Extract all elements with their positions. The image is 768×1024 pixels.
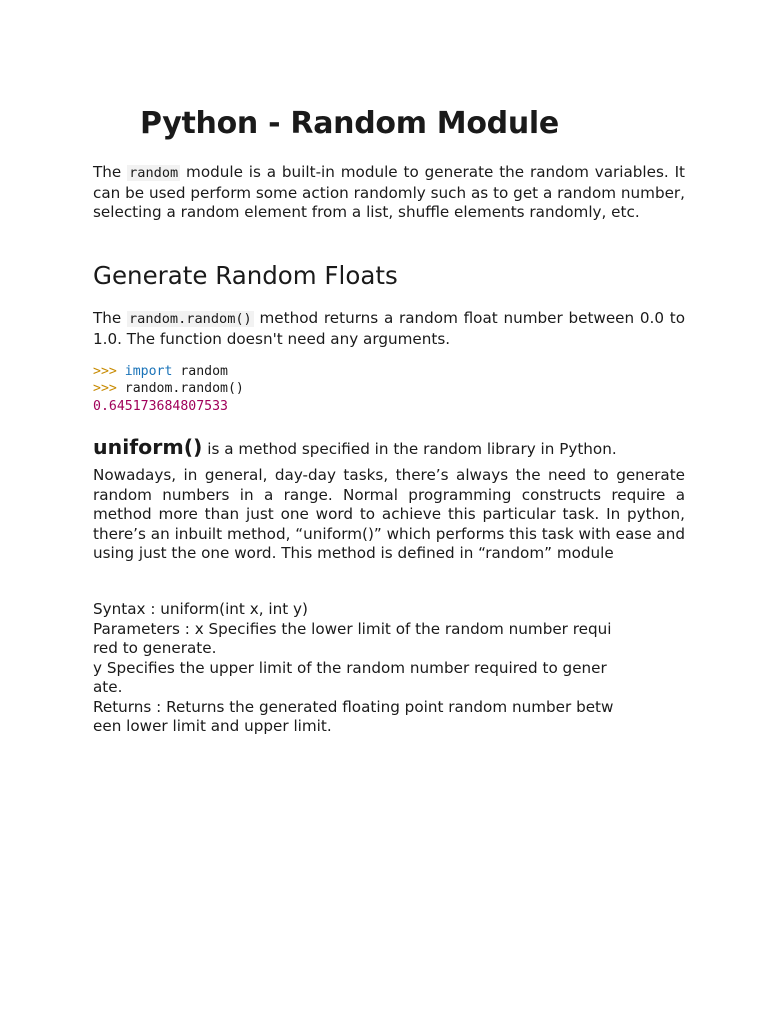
- code-prompt: >>>: [93, 364, 117, 379]
- inline-code-random: random: [129, 165, 179, 181]
- code-keyword-import: import: [124, 364, 173, 379]
- code-output: 0.645173684807533: [93, 398, 228, 414]
- intro-text-before: The: [93, 163, 122, 181]
- code-example: [93, 363, 244, 415]
- intro-text-after: module is a built-in module to generate the random variables. It can be used perform some action randomly such as to get a random number, selecting a random element from a list, shuffle elements randomly, etc.: [93, 163, 686, 221]
- syntax-line: Syntax : uniform(int x, int y): [93, 600, 308, 618]
- returns-line-cont: een lower limit and upper limit.: [93, 717, 332, 735]
- floats-paragraph: [93, 309, 685, 349]
- section-heading-random-floats: Generate Random Floats: [93, 261, 398, 290]
- uniform-function-name: uniform(): [93, 435, 203, 459]
- uniform-description: is a method specified in the random library in Python.: [202, 440, 617, 458]
- code-line2-rest: random.random(): [116, 381, 244, 397]
- intro-paragraph: [93, 163, 685, 223]
- parameters-line: Parameters : x Specifies the lower limit of the random number requi: [93, 619, 612, 638]
- code-line1-rest: random: [172, 364, 228, 379]
- floats-text-after: method returns a random float number between 0.0 to 1.0. The function doesn't need any arguments.: [93, 309, 685, 348]
- code-prompt: >>>: [93, 381, 117, 397]
- parameters-line-cont: red to generate.: [93, 639, 217, 657]
- returns-line: Returns : Returns the generated floating point random number betw: [93, 697, 614, 716]
- uniform-paragraph: Nowadays, in general, day-day tasks, there’s always the need to generate random numbers in a range. Normal programming constructs require a method more than just one word to achieve this particular task. In python, there’s an inbuilt method, “uniform()” which performs this task with ease and using just the one word. This method is defined in “random” module: [93, 466, 685, 562]
- uniform-intro: [93, 432, 685, 464]
- parameter-y-line: y Specifies the upper limit of the random number required to gener: [93, 658, 607, 677]
- page-title: Python - Random Module: [140, 106, 559, 141]
- syntax-block: [93, 600, 693, 737]
- inline-code-random-random: random.random(): [128, 311, 252, 327]
- floats-text-before: The: [93, 309, 122, 327]
- parameter-y-line-cont: ate.: [93, 678, 123, 696]
